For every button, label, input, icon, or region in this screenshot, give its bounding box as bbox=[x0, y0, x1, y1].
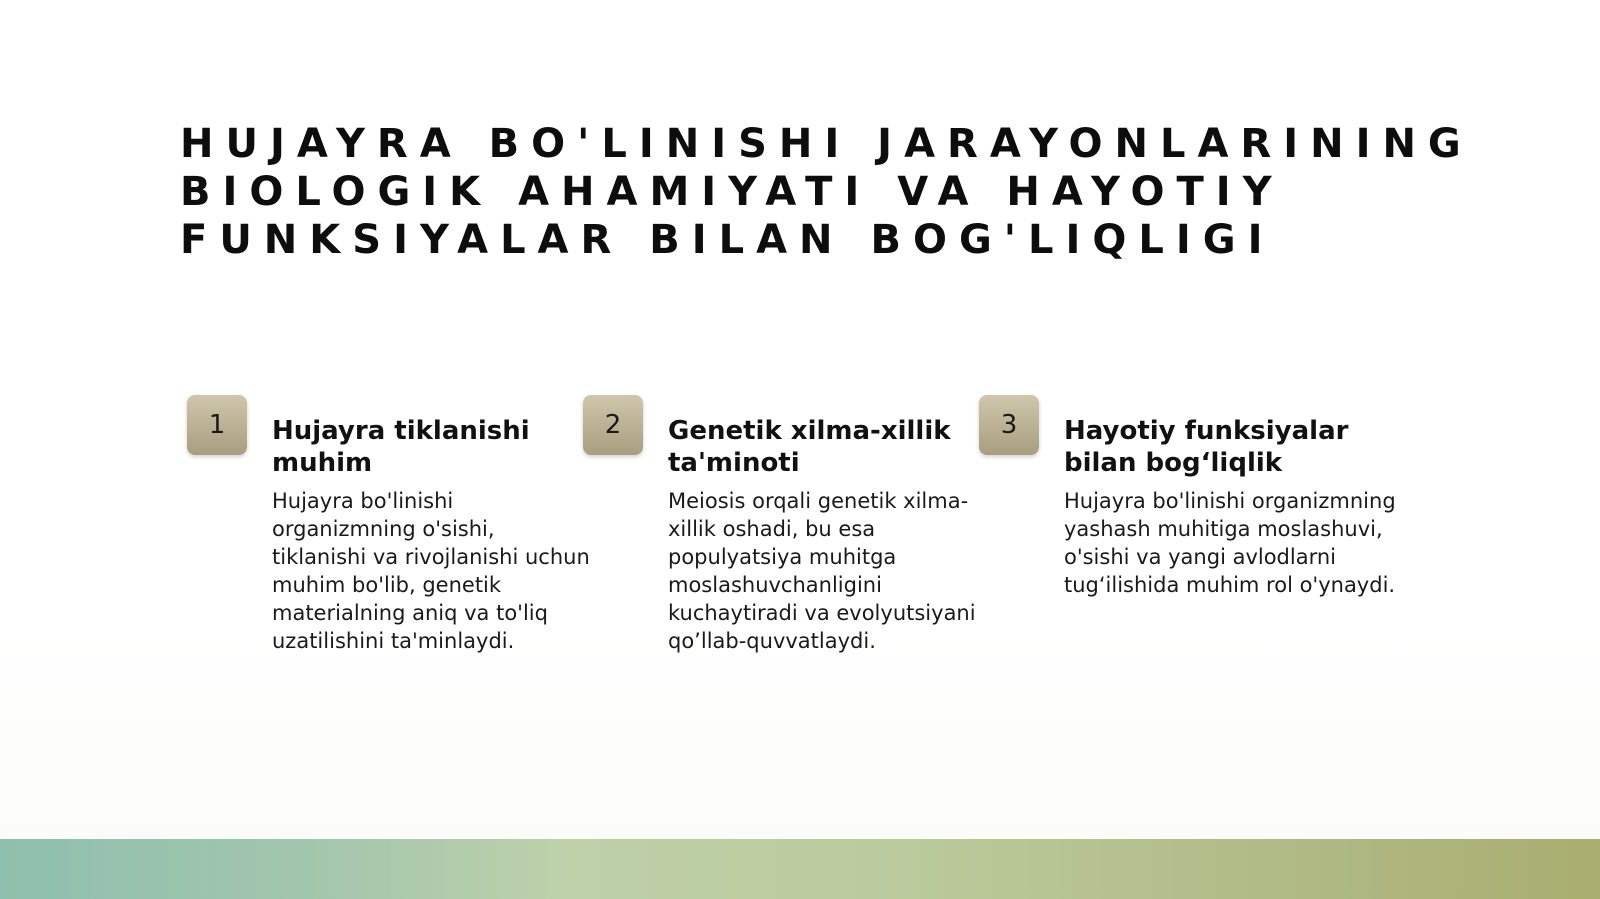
card-title: Hujayra tiklanishi muhim bbox=[272, 416, 530, 478]
step-number-badge: 1 bbox=[187, 395, 247, 455]
slide-title: HUJAYRA BO'LINISHI JARAYONLARINING BIOLOGIK AHAMIYATI VA HAYOTIY FUNKSIYALAR BILAN BOG'LIQLIGI bbox=[180, 121, 1473, 263]
info-card bbox=[187, 395, 590, 665]
card-text: Hujayra bo'linishi organizmning yashash muhitiga moslashuvi, o'sishi va yangi avlodlarni tug‘ilishida muhim rol o'ynaydi. bbox=[1064, 489, 1396, 597]
card-text: Hujayra bo'linishi organizmning o'sishi, tiklanishi va rivojlanishi uchun muhim bo'lib, genetik materialning aniq va to'liq uzatilishini ta'minlaydi. bbox=[272, 489, 590, 653]
decorative-bottom-band bbox=[0, 839, 1600, 899]
step-number-badge: 2 bbox=[583, 395, 643, 455]
step-number-badge: 3 bbox=[979, 395, 1039, 455]
info-card bbox=[979, 395, 1396, 665]
card-text: Meiosis orqali genetik xilma-xillik oshadi, bu esa populyatsiya muhitga moslashuvchanligini kuchaytiradi va evolyutsiyani qo’llab-quvvatlaydi. bbox=[668, 489, 976, 653]
card-title: Hayotiy funksiyalar bilan bog‘liqlik bbox=[1064, 416, 1349, 478]
info-card bbox=[583, 395, 976, 665]
card-title: Genetik xilma-xillik ta'minoti bbox=[668, 416, 951, 478]
